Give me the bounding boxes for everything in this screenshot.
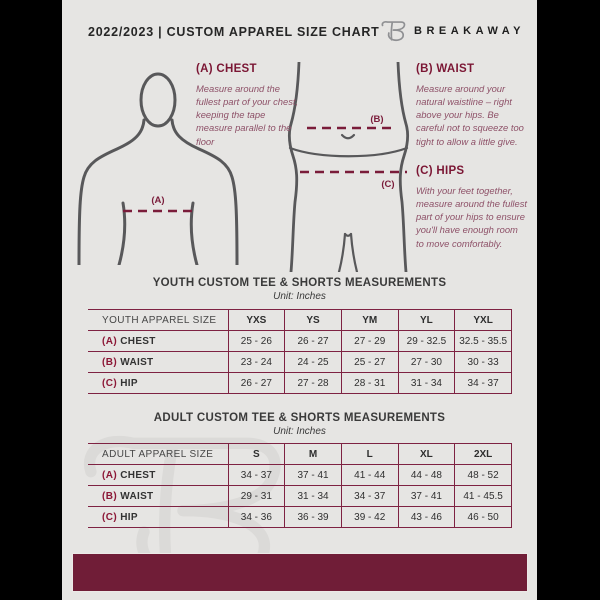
row-key: (C)	[102, 511, 118, 523]
waist-hips-measurement-diagram	[285, 62, 412, 272]
cell: 26 - 27	[228, 373, 285, 394]
row-key: (A)	[102, 335, 118, 347]
row-label	[88, 486, 228, 507]
table-row	[88, 465, 512, 486]
row-label	[88, 352, 228, 373]
size-col-header: YXS	[228, 310, 285, 331]
table-row	[88, 352, 512, 373]
size-col-header: YS	[285, 310, 342, 331]
size-col-header: L	[341, 444, 398, 465]
cell: 34 - 37	[455, 373, 512, 394]
table-header-row	[88, 310, 512, 331]
size-col-header: M	[285, 444, 342, 465]
table-row	[88, 373, 512, 394]
chest-heading: (A) CHEST	[196, 63, 257, 75]
row-name: WAIST	[120, 490, 154, 502]
row-name: WAIST	[120, 356, 154, 368]
row-name: CHEST	[120, 335, 156, 347]
body-outline-lower	[289, 62, 407, 272]
cell: 31 - 34	[285, 486, 342, 507]
row-name: HIP	[120, 377, 138, 389]
cell: 44 - 48	[398, 465, 455, 486]
cell: 26 - 27	[285, 331, 342, 352]
adult-size-table	[88, 443, 512, 528]
chest-instructions	[196, 63, 300, 148]
size-col-header: YL	[398, 310, 455, 331]
hips-line-label: (C)	[381, 179, 395, 190]
hips-heading: (C) HIPS	[416, 165, 465, 177]
waist-line-label: (B)	[370, 114, 384, 125]
row-key: (C)	[102, 377, 118, 389]
row-name: HIP	[120, 511, 138, 523]
cell: 34 - 37	[228, 465, 285, 486]
waist-heading: (B) WAIST	[416, 63, 475, 75]
size-col-header: 2XL	[455, 444, 512, 465]
cell: 36 - 39	[285, 507, 342, 528]
hips-body-text: With your feet together, measure around the fullest part of your hips to ensure you'll have enough room to move comfortably.	[416, 185, 528, 249]
cell: 41 - 45.5	[455, 486, 512, 507]
youth-table-header-label: YOUTH APPAREL SIZE	[88, 310, 228, 331]
adult-section-title: ADULT CUSTOM TEE & SHORTS MEASUREMENTS	[153, 412, 446, 424]
waist-body-text: Measure around your natural waistline – right above your hips. Be careful not to squeeze too tight to allow a little give.	[416, 83, 524, 147]
brand-lockup	[380, 17, 525, 44]
youth-section-title: YOUTH CUSTOM TEE & SHORTS MEASUREMENTS	[152, 277, 447, 289]
chest-body-text: Measure around the fullest part of your chest, keeping the tape measure parallel to the floor	[196, 83, 299, 147]
cell: 31 - 34	[398, 373, 455, 394]
cell: 43 - 46	[398, 507, 455, 528]
cell: 25 - 27	[341, 352, 398, 373]
chest-line-label: (A)	[151, 195, 165, 206]
cell: 25 - 26	[228, 331, 285, 352]
cell: 34 - 37	[341, 486, 398, 507]
size-col-header: S	[228, 444, 285, 465]
footer-accent-bar	[72, 553, 528, 592]
table-row	[88, 331, 512, 352]
cell: 48 - 52	[455, 465, 512, 486]
table-row	[88, 507, 512, 528]
cell: 27 - 30	[398, 352, 455, 373]
table-header-row	[88, 444, 512, 465]
cell: 34 - 36	[228, 507, 285, 528]
cell: 24 - 25	[285, 352, 342, 373]
hips-instructions	[416, 165, 528, 250]
page-title: 2022/2023 | CUSTOM APPAREL SIZE CHART	[88, 24, 380, 39]
cell: 23 - 24	[228, 352, 285, 373]
cell: 41 - 44	[341, 465, 398, 486]
size-col-header: XL	[398, 444, 455, 465]
cell: 37 - 41	[398, 486, 455, 507]
row-label	[88, 373, 228, 394]
breakaway-logo-icon	[380, 17, 407, 44]
cell: 46 - 50	[455, 507, 512, 528]
adult-unit-label: Unit: Inches	[273, 426, 326, 437]
row-label	[88, 465, 228, 486]
cell: 28 - 31	[341, 373, 398, 394]
row-key: (B)	[102, 356, 118, 368]
row-name: CHEST	[120, 469, 156, 481]
cell: 37 - 41	[285, 465, 342, 486]
size-col-header: YXL	[455, 310, 512, 331]
cell: 27 - 29	[341, 331, 398, 352]
cell: 29 - 31	[228, 486, 285, 507]
cell: 29 - 32.5	[398, 331, 455, 352]
adult-table-header-label: ADULT APPAREL SIZE	[88, 444, 228, 465]
youth-size-table	[88, 309, 512, 394]
size-col-header: YM	[341, 310, 398, 331]
cell: 27 - 28	[285, 373, 342, 394]
cell: 39 - 42	[341, 507, 398, 528]
waist-instructions	[416, 63, 526, 148]
size-chart-document	[62, 0, 537, 600]
row-label	[88, 331, 228, 352]
youth-unit-label: Unit: Inches	[273, 291, 326, 302]
row-key: (B)	[102, 490, 118, 502]
cell: 30 - 33	[455, 352, 512, 373]
brand-name: BREAKAWAY	[414, 24, 525, 37]
table-row	[88, 486, 512, 507]
cell: 32.5 - 35.5	[455, 331, 512, 352]
row-label	[88, 507, 228, 528]
row-key: (A)	[102, 469, 118, 481]
